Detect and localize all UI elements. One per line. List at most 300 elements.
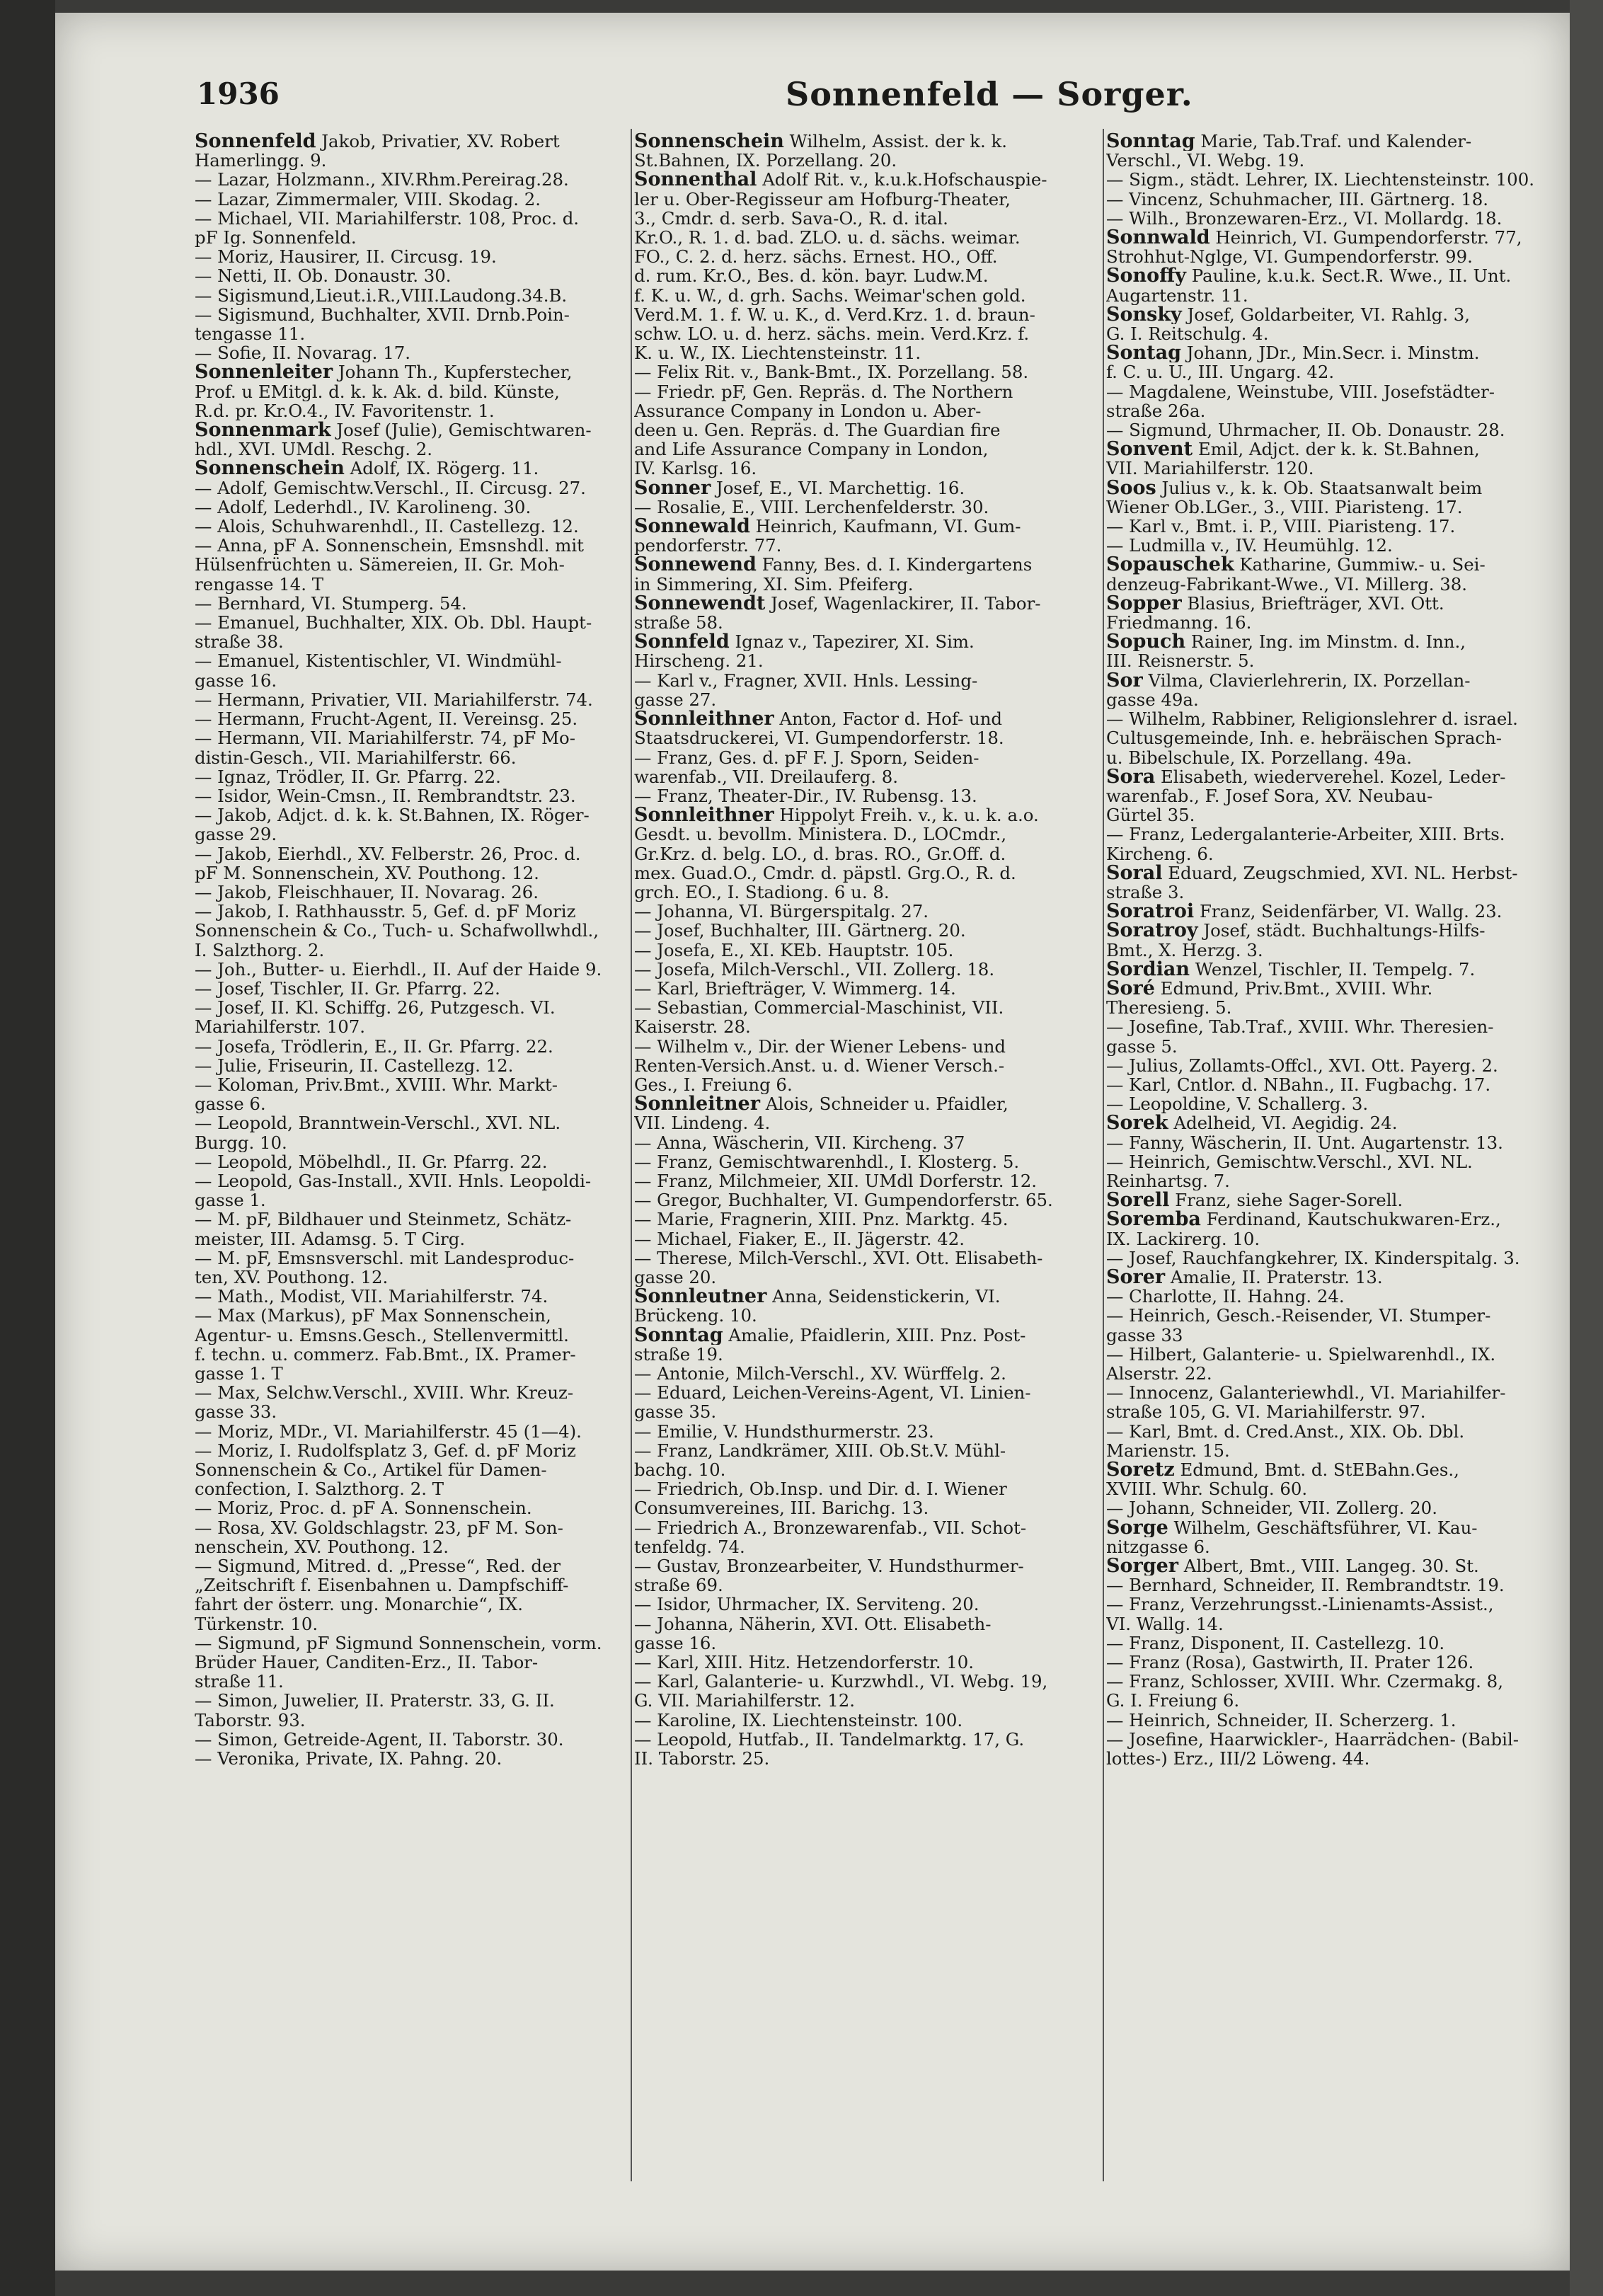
entry-text: rengasse 14. T <box>195 574 323 594</box>
directory-entry <box>634 671 1101 690</box>
entry-text: gasse 1. <box>195 1190 266 1210</box>
directory-entry <box>634 1210 1101 1229</box>
entry-text: pF Ig. Sonnenfeld. <box>195 228 357 248</box>
directory-entry <box>1106 498 1545 517</box>
directory-entry <box>195 517 630 536</box>
entry-text: gasse 33. <box>195 1402 277 1422</box>
entry-text: — Leopold, Möbelhdl., II. Gr. Pfarrg. 22. <box>195 1152 548 1171</box>
directory-entry <box>1106 728 1545 747</box>
entry-text: deen u. Gen. Repräs. d. The Guardian fire <box>634 420 1001 440</box>
directory-entry <box>634 575 1101 594</box>
entry-text: — Heinrich, Gemischtw.Verschl., XVI. NL. <box>1106 1152 1473 1171</box>
entry-text: fahrt der österr. ung. Monarchie“, IX. <box>195 1595 523 1614</box>
entry-text: and Life Assurance Company in London, <box>634 440 989 459</box>
entry-text: in Simmering, XI. Sim. Pfeiferg. <box>634 574 914 594</box>
directory-entry <box>634 709 1101 728</box>
entry-surname: Sonsky <box>1106 304 1182 325</box>
directory-entry <box>1106 960 1545 979</box>
directory-entry <box>195 286 630 305</box>
entry-text: Sonnenschein & Co., Artikel für Damen- <box>195 1460 547 1480</box>
entry-text: nitzgasse 6. <box>1106 1537 1210 1557</box>
directory-entry <box>634 401 1101 420</box>
directory-entry <box>195 1614 630 1634</box>
entry-text: — Franz, Ledergalanterie-Arbeiter, XIII. Brts. <box>1106 825 1505 844</box>
directory-entry <box>1106 767 1545 786</box>
entry-text: gasse 49a. <box>1106 689 1199 710</box>
entry-text: — Sigismund, Buchhalter, XVII. Drnb.Poin- <box>195 304 570 325</box>
entry-text: — Max (Markus), pF Max Sonnenschein, <box>195 1306 551 1326</box>
page-title: Sonnenfeld — Sorger. <box>786 75 1193 113</box>
entry-text: IV. Karlsg. 16. <box>634 459 757 478</box>
entry-surname: Sonntag <box>634 1325 723 1345</box>
directory-entry <box>1106 266 1545 285</box>
entry-text: — Michael, VII. Mariahilferstr. 108, Proc. d. <box>195 208 580 229</box>
entry-text: Wenzel, Tischler, II. Tempelg. 7. <box>1190 959 1476 979</box>
entry-text: Adolf, IX. Rögerg. 11. <box>344 459 539 478</box>
entry-text: — Isidor, Wein-Cmsn., II. Rembrandtstr. 23. <box>195 786 576 806</box>
entry-text: — Rosalie, E., VIII. Lerchenfelderstr. 30. <box>634 497 989 517</box>
directory-entry <box>195 690 630 709</box>
directory-entry <box>195 998 630 1017</box>
directory-entry <box>195 902 630 921</box>
directory-entry <box>195 1730 630 1749</box>
entry-text: „Zeitschrift f. Eisenbahnen u. Dampfschiff- <box>195 1575 569 1595</box>
entry-text: — Franz, Disponent, II. Castellezg. 10. <box>1106 1633 1445 1653</box>
entry-text: Anna, Seidenstickerin, VI. <box>766 1287 1001 1307</box>
directory-entry <box>1106 536 1545 555</box>
entry-text: — Franz, Schlosser, XVIII. Whr. Czermakg. 8, <box>1106 1672 1503 1692</box>
entry-text: Julius v., k. k. Ob. Staatsanwalt beim <box>1156 478 1483 498</box>
column-divider <box>1103 129 1104 2181</box>
entry-surname: Sonntag <box>1106 132 1195 151</box>
entry-text: pF M. Sonnenschein, XV. Pouthong. 12. <box>195 863 539 883</box>
entry-text: — Jakob, I. Rathhausstr. 5, Gef. d. pF Moriz <box>195 902 576 922</box>
entry-text: — Charlotte, II. Hahng. 24. <box>1106 1287 1345 1307</box>
entry-text: — Veronika, Private, IX. Pahng. 20. <box>195 1749 502 1769</box>
entry-text: Ges., I. Freiung 6. <box>634 1074 793 1095</box>
directory-entry <box>1106 998 1545 1017</box>
directory-entry <box>195 1441 630 1460</box>
entry-text: — Franz, Milchmeier, XII. UMdl Dorferstr. 12. <box>634 1171 1038 1191</box>
directory-entry <box>634 767 1101 786</box>
directory-entry <box>1106 1595 1545 1614</box>
directory-entry <box>195 228 630 247</box>
directory-entry <box>195 979 630 998</box>
directory-entry <box>634 1422 1101 1441</box>
directory-entry <box>634 1152 1101 1171</box>
directory-entry <box>195 709 630 728</box>
entry-text: — Josefa, E., XI. KEb. Hauptstr. 105. <box>634 940 954 960</box>
entry-text: Reinhartsg. 7. <box>1106 1171 1230 1191</box>
directory-entry <box>1106 1017 1545 1036</box>
directory-entry <box>1106 1056 1545 1075</box>
entry-text: pendorferstr. 77. <box>634 536 782 556</box>
entry-text: Agentur- u. Emsns.Gesch., Stellenvermittl. <box>195 1325 569 1345</box>
entry-text: straße 58. <box>634 613 723 633</box>
directory-entry <box>1106 690 1545 709</box>
entry-text: Kircheng. 6. <box>1106 844 1214 863</box>
directory-entry <box>634 170 1101 189</box>
entry-text: — Alois, Schuhwarenhdl., II. Castellezg. 12. <box>195 517 579 536</box>
directory-entry <box>634 1441 1101 1460</box>
directory-entry <box>634 1556 1101 1575</box>
directory-entry <box>195 305 630 324</box>
entry-text: Amalie, II. Praterstr. 13. <box>1165 1267 1383 1287</box>
directory-entry <box>195 1306 630 1325</box>
directory-entry <box>1106 941 1545 960</box>
entry-surname: Sonner <box>634 478 711 498</box>
entry-surname: Sopper <box>1106 593 1182 614</box>
entry-text: I. Salzthorg. 2. <box>195 940 325 960</box>
directory-entry <box>1106 902 1545 921</box>
entry-surname: Soral <box>1106 863 1163 883</box>
entry-text: Brüder Hauer, Canditen-Erz., II. Tabor- <box>195 1653 539 1672</box>
directory-entry <box>634 517 1101 536</box>
directory-entry <box>1106 228 1545 247</box>
entry-text: — Josef, Buchhalter, III. Gärtnerg. 20. <box>634 921 966 941</box>
entry-text: — Adolf, Lederhdl., IV. Karolineng. 30. <box>195 497 532 517</box>
entry-surname: Soratroi <box>1106 902 1195 922</box>
directory-entry <box>1106 1249 1545 1268</box>
entry-text: Josef, Goldarbeiter, VI. Rahlg. 3, <box>1181 304 1471 325</box>
directory-entry <box>1106 1364 1545 1383</box>
directory-entry <box>634 1190 1101 1210</box>
column-divider <box>631 129 632 2181</box>
directory-entry <box>634 1595 1101 1614</box>
directory-entry <box>195 1672 630 1691</box>
entry-surname: Sonnwald <box>1106 228 1210 248</box>
entry-text: — Franz, Ges. d. pF F. J. Sporn, Seiden- <box>634 747 979 767</box>
entry-text: Adelheid, VI. Aegidig. 24. <box>1168 1113 1398 1133</box>
entry-text: — Karl, Bmt. d. Cred.Anst., XIX. Ob. Dbl. <box>1106 1421 1465 1441</box>
entry-text: — Moriz, I. Rudolfsplatz 3, Gef. d. pF Moriz <box>195 1440 576 1461</box>
directory-entry <box>195 440 630 459</box>
entry-surname: Sopuch <box>1106 632 1186 652</box>
entry-text: gasse 16. <box>195 670 277 690</box>
directory-entry <box>195 209 630 228</box>
directory-entry <box>634 1287 1101 1306</box>
directory-entry <box>634 1113 1101 1132</box>
entry-text: — Joh., Butter- u. Eierhdl., II. Auf der Haide 9. <box>195 959 602 979</box>
entry-text: — Marie, Fragnerin, XIII. Pnz. Marktg. 45. <box>634 1210 1009 1229</box>
entry-surname: Soratroy <box>1106 921 1198 941</box>
directory-entry <box>1106 1441 1545 1460</box>
entry-surname: Sorge <box>1106 1517 1168 1537</box>
entry-text: tenfeldg. 74. <box>634 1537 745 1557</box>
entry-text: G. VII. Mariahilferstr. 12. <box>634 1691 856 1711</box>
entry-text: Verschl., VI. Webg. 19. <box>1106 151 1305 171</box>
directory-entry <box>634 1171 1101 1190</box>
directory-entry <box>195 613 630 632</box>
directory-entry <box>1106 921 1545 940</box>
entry-text: gasse 27. <box>634 689 717 710</box>
directory-entry <box>195 1152 630 1171</box>
directory-entry <box>1106 305 1545 324</box>
directory-entry <box>634 1326 1101 1345</box>
directory-entry <box>634 1383 1101 1402</box>
entry-text: — Karl, Briefträger, V. Wimmerg. 14. <box>634 978 956 999</box>
directory-entry <box>634 1249 1101 1268</box>
directory-entry <box>195 478 630 498</box>
directory-entry <box>634 1075 1101 1094</box>
entry-text: — Franz, Verzehrungsst.-Linienamts-Assist., <box>1106 1595 1494 1614</box>
entry-text: — Simon, Getreide-Agent, II. Taborstr. 30. <box>195 1729 564 1750</box>
directory-entry <box>634 1094 1101 1113</box>
directory-entry <box>195 1056 630 1075</box>
entry-text: — Emanuel, Kistentischler, VI. Windmühl- <box>195 651 562 671</box>
directory-entry <box>195 941 630 960</box>
directory-entry <box>1106 1326 1545 1345</box>
directory-entry <box>195 748 630 767</box>
entry-surname: Sor <box>1106 670 1143 690</box>
directory-entry <box>634 786 1101 805</box>
entry-text: Franz, Seidenfärber, VI. Wallg. 23. <box>1194 902 1503 922</box>
directory-entry <box>1106 1402 1545 1421</box>
directory-entry <box>634 151 1101 170</box>
entry-text: Hülsenfrüchten u. Sämereien, II. Gr. Moh- <box>195 555 565 575</box>
entry-text: Fanny, Bes. d. I. Kindergartens <box>756 555 1033 575</box>
entry-text: — Rosa, XV. Goldschlagstr. 23, pF M. Son- <box>195 1517 563 1537</box>
entry-text: f. techn. u. commerz. Fab.Bmt., IX. Pramer- <box>195 1344 576 1364</box>
entry-text: — Sigmund, pF Sigmund Sonnenschein, vorm. <box>195 1633 602 1653</box>
entry-text: Augartenstr. 11. <box>1106 285 1248 305</box>
entry-surname: Sonnenfeld <box>195 132 316 151</box>
entry-surname: Sordian <box>1106 959 1190 979</box>
entry-text: Blasius, Briefträger, XVI. Ott. <box>1181 593 1444 614</box>
entry-text: — Jakob, Eierhdl., XV. Felberstr. 26, Proc. d. <box>195 844 581 863</box>
entry-text: — Friedrich A., Bronzewarenfab., VII. Schot- <box>634 1517 1027 1537</box>
entry-text: gasse 33 <box>1106 1325 1183 1345</box>
entry-text: bachg. 10. <box>634 1460 726 1480</box>
entry-text: R.d. pr. Kr.O.4., IV. Favoritenstr. 1. <box>195 401 495 421</box>
directory-entry <box>1106 825 1545 844</box>
entry-text: — Sofie, II. Novarag. 17. <box>195 343 410 363</box>
entry-text: — Jakob, Adjct. d. k. k. St.Bahnen, IX. Röger- <box>195 805 590 825</box>
directory-entry <box>1106 1422 1545 1441</box>
entry-text: XVIII. Whr. Schulg. 60. <box>1106 1479 1308 1499</box>
directory-entry <box>195 1749 630 1768</box>
entry-surname: Sopauschek <box>1106 555 1234 575</box>
entry-text: — Ludmilla v., IV. Heumühlg. 12. <box>1106 536 1393 556</box>
directory-entry <box>195 1479 630 1498</box>
directory-entry <box>1106 1575 1545 1595</box>
entry-text: — Magdalene, Weinstube, VIII. Josefstädter- <box>1106 381 1495 401</box>
directory-entry <box>634 1711 1101 1730</box>
directory-entry <box>195 1575 630 1595</box>
entry-text: — Gregor, Buchhalter, VI. Gumpendorferstr. 65. <box>634 1190 1053 1210</box>
directory-entry <box>195 555 630 574</box>
directory-entry <box>1106 1653 1545 1672</box>
entry-text: Theresieng. 5. <box>1106 998 1232 1018</box>
entry-text: Prof. u EMitgl. d. k. k. Ak. d. bild. Künste, <box>195 381 560 401</box>
entry-surname: Sonnewendt <box>634 593 766 614</box>
directory-entry <box>634 748 1101 767</box>
entry-text: — Franz, Gemischtwarenhdl., I. Klosterg. 5. <box>634 1152 1020 1171</box>
entry-text: Wilhelm, Assist. der k. k. <box>783 132 1008 151</box>
entry-text: schw. LO. u. d. herz. sächs. mein. Verd.Krz. f. <box>634 324 1030 344</box>
directory-entry <box>195 844 630 863</box>
entry-text: — Johann, Schneider, VII. Zollerg. 20. <box>1106 1498 1437 1518</box>
entry-text: — Franz, Landkrämer, XIII. Ob.St.V. Mühl- <box>634 1440 1006 1461</box>
directory-entry <box>1106 1614 1545 1634</box>
entry-text: II. Taborstr. 25. <box>634 1749 770 1769</box>
directory-entry <box>195 1210 630 1229</box>
directory-entry <box>1106 594 1545 613</box>
entry-surname: Sorek <box>1106 1113 1168 1133</box>
entry-surname: Sonnleithner <box>634 709 774 729</box>
directory-entry <box>634 998 1101 1017</box>
directory-entry <box>1106 459 1545 478</box>
entry-text: — Josef, II. Kl. Schiffg. 26, Putzgesch. VI. <box>195 998 556 1018</box>
entry-text: — Koloman, Priv.Bmt., XVIII. Whr. Markt- <box>195 1074 558 1095</box>
entry-text: — Leopold, Gas-Install., XVII. Hnls. Leopoldi- <box>195 1171 592 1191</box>
directory-entry <box>1106 844 1545 863</box>
directory-entry <box>195 1190 630 1210</box>
entry-text: Elisabeth, wiederverehel. Kozel, Leder- <box>1155 767 1506 786</box>
entry-text: — Jakob, Fleischhauer, II. Novarag. 26. <box>195 882 539 902</box>
entry-text: Wilhelm, Geschäftsführer, VI. Kau- <box>1168 1517 1478 1537</box>
entry-text: Albert, Bmt., VIII. Langeg. 30. St. <box>1178 1556 1479 1576</box>
directory-entry <box>634 555 1101 574</box>
directory-entry <box>195 170 630 189</box>
entry-text: Johann, JDr., Min.Secr. i. Minstm. <box>1180 343 1480 363</box>
entry-text: Johann Th., Kupferstecher, <box>333 362 573 382</box>
entry-text: — Michael, Fiaker, E., II. Jägerstr. 42. <box>634 1229 965 1249</box>
entry-surname: Soremba <box>1106 1210 1201 1229</box>
directory-entry <box>1106 613 1545 632</box>
directory-entry <box>195 459 630 478</box>
entry-text: — Gustav, Bronzearbeiter, V. Hundsthurmer- <box>634 1556 1024 1576</box>
directory-entry <box>634 632 1101 651</box>
directory-entry <box>1106 979 1545 998</box>
directory-entry <box>634 1056 1101 1075</box>
entry-text: — Heinrich, Gesch.-Reisender, VI. Stumper- <box>1106 1306 1491 1326</box>
directory-entry <box>634 941 1101 960</box>
entry-text: G. I. Reitschulg. 4. <box>1106 324 1269 344</box>
entry-text: — Therese, Milch-Verschl., XVI. Ott. Elisabeth- <box>634 1248 1043 1268</box>
entry-text: — Felix Rit. v., Bank-Bmt., IX. Porzellang. 58. <box>634 362 1029 382</box>
entry-surname: Sonnenschein <box>195 459 345 478</box>
directory-entry <box>634 825 1101 844</box>
directory-entry <box>634 1306 1101 1325</box>
directory-entry <box>1106 575 1545 594</box>
directory-entry <box>634 1133 1101 1152</box>
entry-text: — Ignaz, Trödler, II. Gr. Pfarrg. 22. <box>195 767 501 786</box>
entry-text: — Wilh., Bronzewaren-Erz., VI. Mollardg. 18. <box>1106 208 1503 229</box>
entry-surname: Sonnewend <box>634 555 757 575</box>
entry-text: Friedmanng. 16. <box>1106 613 1252 633</box>
entry-surname: Sorell <box>1106 1190 1170 1210</box>
entry-text: — Friedr. pF, Gen. Repräs. d. The Northern <box>634 381 1013 401</box>
entry-text: gasse 6. <box>195 1094 266 1114</box>
entry-text: gasse 1. T <box>195 1364 283 1384</box>
directory-entry <box>1106 1171 1545 1190</box>
directory-entry <box>1106 1306 1545 1325</box>
directory-entry <box>195 1422 630 1441</box>
directory-entry <box>1106 883 1545 902</box>
directory-entry <box>195 1653 630 1672</box>
entry-text: Kr.O., R. 1. d. bad. ZLO. u. d. sächs. weimar. <box>634 228 1021 248</box>
directory-entry <box>634 1614 1101 1634</box>
entry-text: Adolf Rit. v., k.u.k.Hofschauspie- <box>757 170 1047 190</box>
entry-text: straße 3. <box>1106 882 1185 902</box>
directory-entry <box>195 1037 630 1056</box>
entry-text: straße 19. <box>634 1344 723 1364</box>
directory-entry <box>1106 478 1545 498</box>
entry-text: mex. Guad.O., Cmdr. d. päpstl. Grg.O., R. d. <box>634 863 1016 883</box>
entry-text: — Emanuel, Buchhalter, XIX. Ob. Dbl. Haupt- <box>195 613 592 633</box>
directory-entry <box>195 1171 630 1190</box>
entry-text: — Karl, Galanterie- u. Kurzwhdl., VI. Webg. 19, <box>634 1672 1048 1692</box>
column-2 <box>634 132 1101 2241</box>
entry-text: — Anna, Wäscherin, VII. Kircheng. 37 <box>634 1132 965 1152</box>
entry-text: Franz, siehe Sager-Sorell. <box>1169 1190 1403 1210</box>
entry-text: Ignaz v., Tapezirer, XI. Sim. <box>729 632 975 652</box>
directory-entry <box>634 305 1101 324</box>
directory-entry <box>634 1498 1101 1517</box>
entry-text: — Fanny, Wäscherin, II. Unt. Augartenstr. 13. <box>1106 1132 1503 1152</box>
directory-entry <box>195 1249 630 1268</box>
directory-entry <box>195 151 630 170</box>
directory-entry <box>195 1133 630 1152</box>
directory-entry <box>1106 440 1545 459</box>
directory-entry <box>195 575 630 594</box>
entry-text: straße 69. <box>634 1575 723 1595</box>
directory-entry <box>634 382 1101 401</box>
directory-entry <box>1106 1556 1545 1575</box>
entry-text: Renten-Versich.Anst. u. d. Wiener Versch.- <box>634 1055 1005 1075</box>
directory-entry <box>634 1402 1101 1421</box>
directory-entry <box>1106 362 1545 381</box>
directory-entry <box>1106 863 1545 883</box>
directory-entry <box>1106 1210 1545 1229</box>
directory-entry <box>1106 324 1545 343</box>
directory-entry <box>1106 1691 1545 1710</box>
directory-entry <box>634 1634 1101 1653</box>
directory-entry <box>634 805 1101 825</box>
entry-text: Amalie, Pfaidlerin, XIII. Pnz. Post- <box>723 1325 1026 1345</box>
directory-entry <box>1106 1037 1545 1056</box>
directory-entry <box>195 1287 630 1306</box>
entry-text: — Josef, Rauchfangkehrer, IX. Kinderspitalg. 3. <box>1106 1248 1520 1268</box>
directory-entry <box>634 1518 1101 1537</box>
book-binding <box>0 0 55 2296</box>
entry-text: Gesdt. u. bevollm. Ministera. D., LOCmdr., <box>634 825 1007 844</box>
directory-entry <box>195 1017 630 1036</box>
entry-text: — Emilie, V. Hundsthurmerstr. 23. <box>634 1421 934 1441</box>
entry-text: confection, I. Salzthorg. 2. T <box>195 1479 444 1499</box>
directory-entry <box>634 1653 1101 1672</box>
directory-entry <box>1106 1711 1545 1730</box>
directory-entry <box>634 266 1101 285</box>
column-1 <box>195 132 630 2241</box>
entry-text: Hirscheng. 21. <box>634 651 764 671</box>
entry-text: IX. Lackirerg. 10. <box>1106 1229 1260 1249</box>
entry-text: Heinrich, Kaufmann, VI. Gum- <box>749 517 1021 536</box>
entry-surname: Soretz <box>1106 1460 1175 1480</box>
entry-surname: Sonnleithner <box>634 805 774 825</box>
directory-entry <box>634 209 1101 228</box>
directory-entry <box>195 1537 630 1556</box>
directory-entry <box>634 478 1101 498</box>
entry-text: — Bernhard, Schneider, II. Rembrandtstr. 19. <box>1106 1575 1505 1595</box>
entry-text: Vilma, Clavierlehrerin, IX. Porzellan- <box>1142 670 1471 690</box>
entry-surname: Sonnleitner <box>634 1094 760 1114</box>
directory-entry <box>634 420 1101 440</box>
directory-entry <box>634 1730 1101 1749</box>
directory-entry <box>1106 1345 1545 1364</box>
directory-entry <box>634 132 1101 151</box>
